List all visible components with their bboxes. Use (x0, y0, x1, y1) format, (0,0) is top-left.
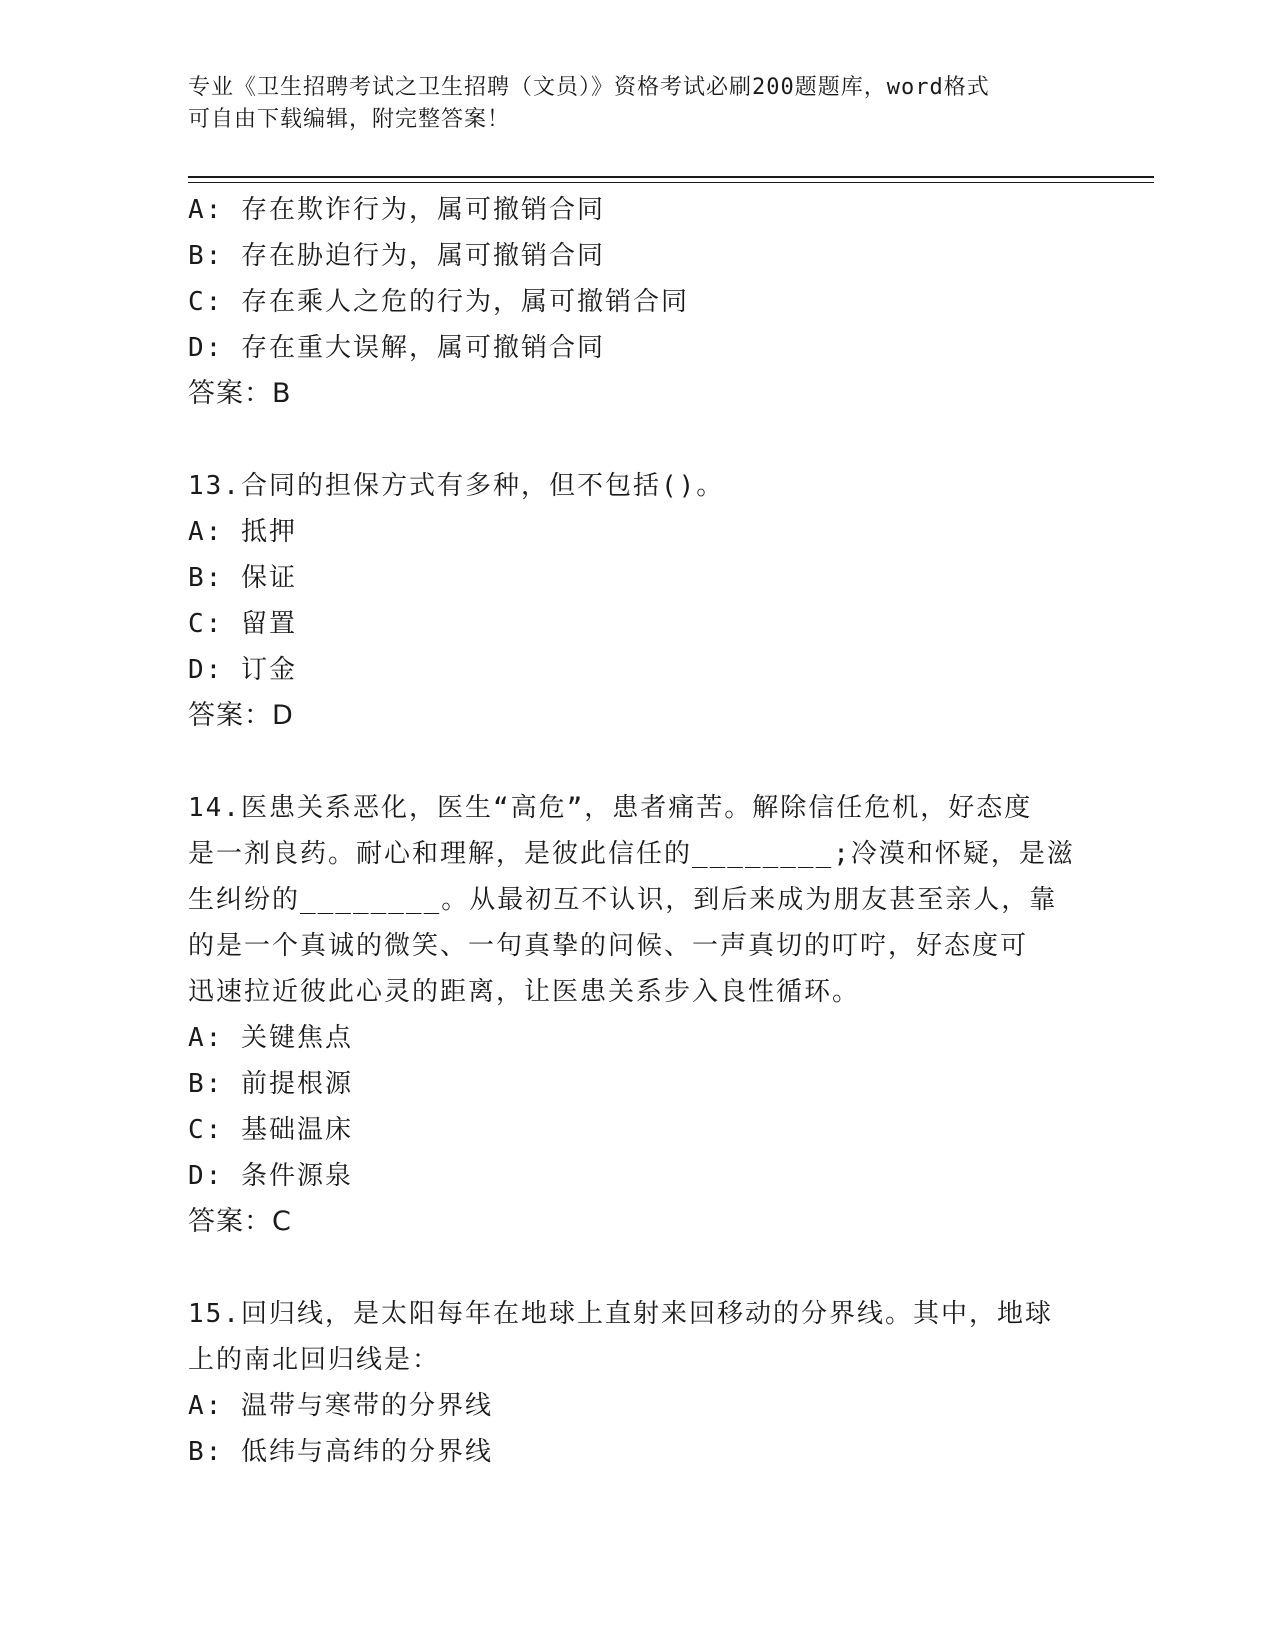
option-a: A: 抵押 (188, 517, 297, 547)
spacer (188, 739, 1088, 785)
header-title-line-2: 可自由下载编辑，附完整答案！ (188, 107, 511, 132)
spacer (188, 417, 1088, 463)
stem-line: 是一剂良药。耐心和理解，是彼此信任的________;冷漠和怀疑，是滋 (188, 839, 1075, 869)
option-d: D: 条件源泉 (188, 1161, 353, 1191)
header-title-line-1: 专业《卫生招聘考试之卫生招聘（文员）》资格考试必刷200题题库，word格式 (188, 75, 990, 100)
answer-line: 答案：B (188, 378, 292, 409)
question-15 (188, 1291, 1088, 1475)
stem-line: 上的南北回归线是： (188, 1345, 441, 1375)
option-c: C: 基础温床 (188, 1115, 353, 1145)
header-divider-thick (188, 176, 1154, 178)
option-b: B: 前提根源 (188, 1069, 353, 1099)
option-b: B: 保证 (188, 563, 297, 593)
question-14 (188, 785, 1088, 1245)
stem-line: 生纠纷的________。从最初互不认识，到后来成为朋友甚至亲人，靠 (188, 885, 1058, 915)
answer-line: 答案：C (188, 1206, 292, 1237)
question-stem: 13.合同的担保方式有多种，但不包括()。 (188, 471, 725, 501)
document-header (188, 72, 1068, 136)
option-a: A: 关键焦点 (188, 1023, 353, 1053)
option-b: B: 低纬与高纬的分界线 (188, 1437, 493, 1467)
spacer (188, 1245, 1088, 1291)
question-12 (188, 187, 1088, 417)
question-stem (188, 785, 1075, 1015)
option-a: A: 存在欺诈行为，属可撤销合同 (188, 195, 605, 225)
header-divider-thin (188, 182, 1154, 183)
option-c: C: 存在乘人之危的行为，属可撤销合同 (188, 287, 689, 317)
stem-line: 15.回归线，是太阳每年在地球上直射来回移动的分界线。其中，地球 (188, 1299, 1053, 1329)
option-b: B: 存在胁迫行为，属可撤销合同 (188, 241, 605, 271)
question-13 (188, 463, 1088, 739)
option-c: C: 留置 (188, 609, 297, 639)
answer-line: 答案：D (188, 700, 294, 731)
option-d: D: 订金 (188, 655, 297, 685)
stem-line: 的是一个真诚的微笑、一句真挚的问候、一声真切的叮咛，好态度可 (188, 931, 1029, 961)
question-stem (188, 1291, 1068, 1383)
stem-line: 迅速拉近彼此心灵的距离，让医患关系步入良性循环。 (188, 977, 861, 1007)
option-d: D: 存在重大误解，属可撤销合同 (188, 333, 605, 363)
stem-line: 14.医患关系恶化，医生“高危”，患者痛苦。解除信任危机，好态度 (188, 793, 1033, 823)
question-list (188, 187, 1088, 1475)
option-a: A: 温带与寒带的分界线 (188, 1391, 493, 1421)
